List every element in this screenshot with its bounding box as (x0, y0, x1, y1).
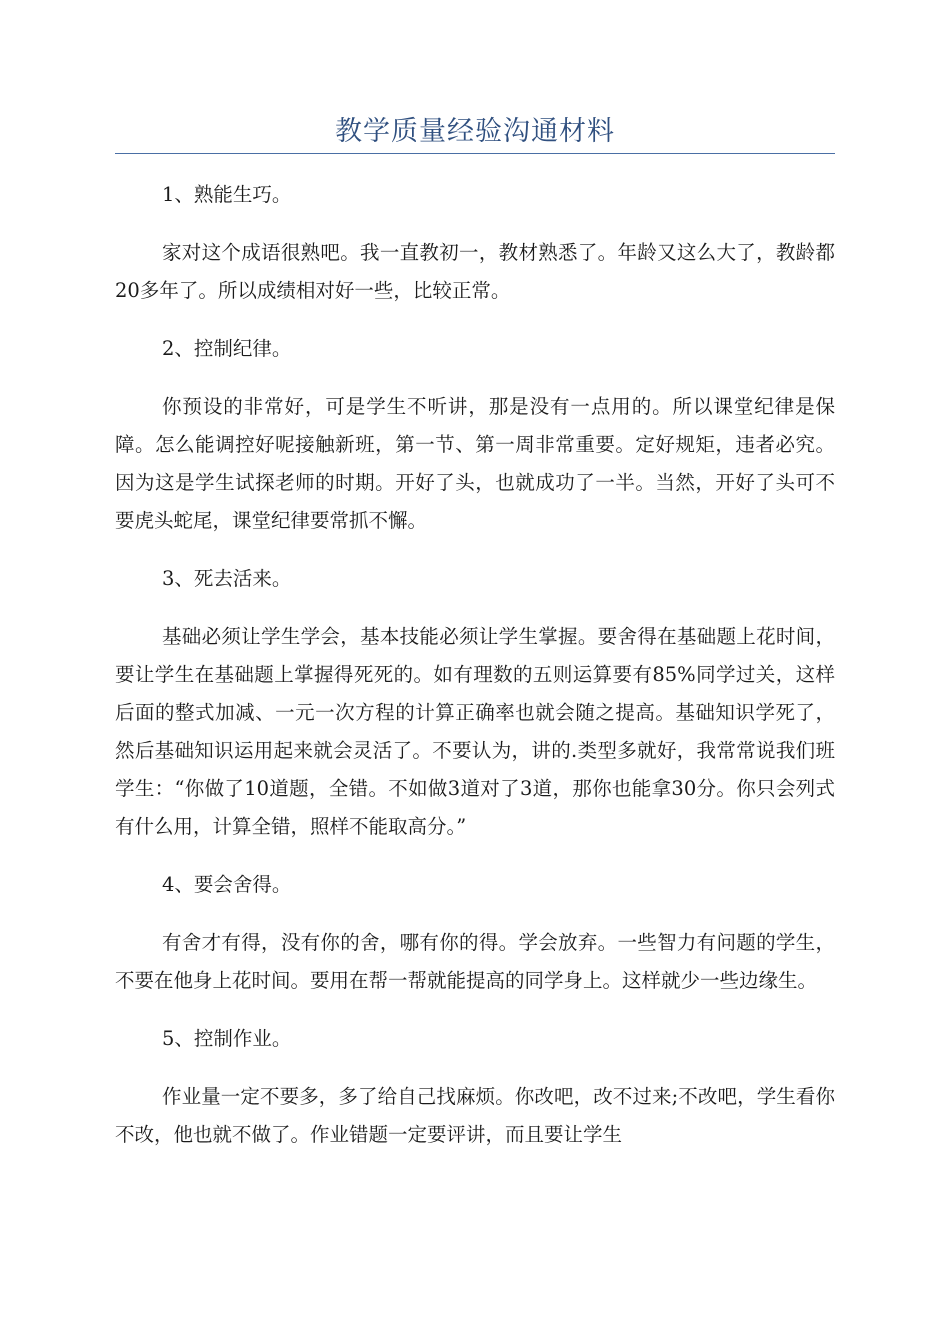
document-title: 教学质量经验沟通材料 (335, 116, 615, 147)
title-underline (115, 153, 835, 154)
document-body (115, 176, 835, 1174)
section-heading-2: 2、控制纪律。 (162, 337, 292, 360)
section-paragraph-3: 基础必须让学生学会，基本技能必须让学生掌握。要舍得在基础题上花时间，要让学生在基础题上掌握得死死的。如有理数的五则运算要有85%同学过关，这样后面的整式加减、一元一次方程的计算正确率也就会随之提高。基础知识学死了，然后基础知识运用起来就会灵活了。不要认为，讲的.类型多就好，我常常说我们班学生：“你做了10道题，全错。不如做3道对了3道，那你也能拿30分。你只会列式有什么用，计算全错，照样不能取高分。” (115, 625, 835, 838)
section-heading-5: 5、控制作业。 (162, 1027, 292, 1050)
section-paragraph-4: 有舍才有得，没有你的舍，哪有你的得。学会放弃。一些智力有问题的学生，不要在他身上花时间。要用在帮一帮就能提高的同学身上。这样就少一些边缘生。 (115, 931, 835, 992)
section-heading-1: 1、熟能生巧。 (162, 183, 292, 206)
section-heading-3: 3、死去活来。 (162, 567, 292, 590)
section-paragraph-5: 作业量一定不要多，多了给自己找麻烦。你改吧，改不过来;不改吧，学生看你不改，他也就不做了。作业错题一定要评讲，而且要让学生 (115, 1085, 835, 1146)
section-heading-4: 4、要会舍得。 (162, 873, 292, 896)
section-paragraph-2: 你预设的非常好，可是学生不听讲，那是没有一点用的。所以课堂纪律是保障。怎么能调控好呢接触新班，第一节、第一周非常重要。定好规矩，违者必究。因为这是学生试探老师的时期。开好了头，也就成功了一半。当然，开好了头可不要虎头蛇尾，课堂纪律要常抓不懈。 (115, 395, 835, 532)
section-paragraph-1: 家对这个成语很熟吧。我一直教初一，教材熟悉了。年龄又这么大了，教龄都20多年了。所以成绩相对好一些，比较正常。 (115, 241, 835, 302)
